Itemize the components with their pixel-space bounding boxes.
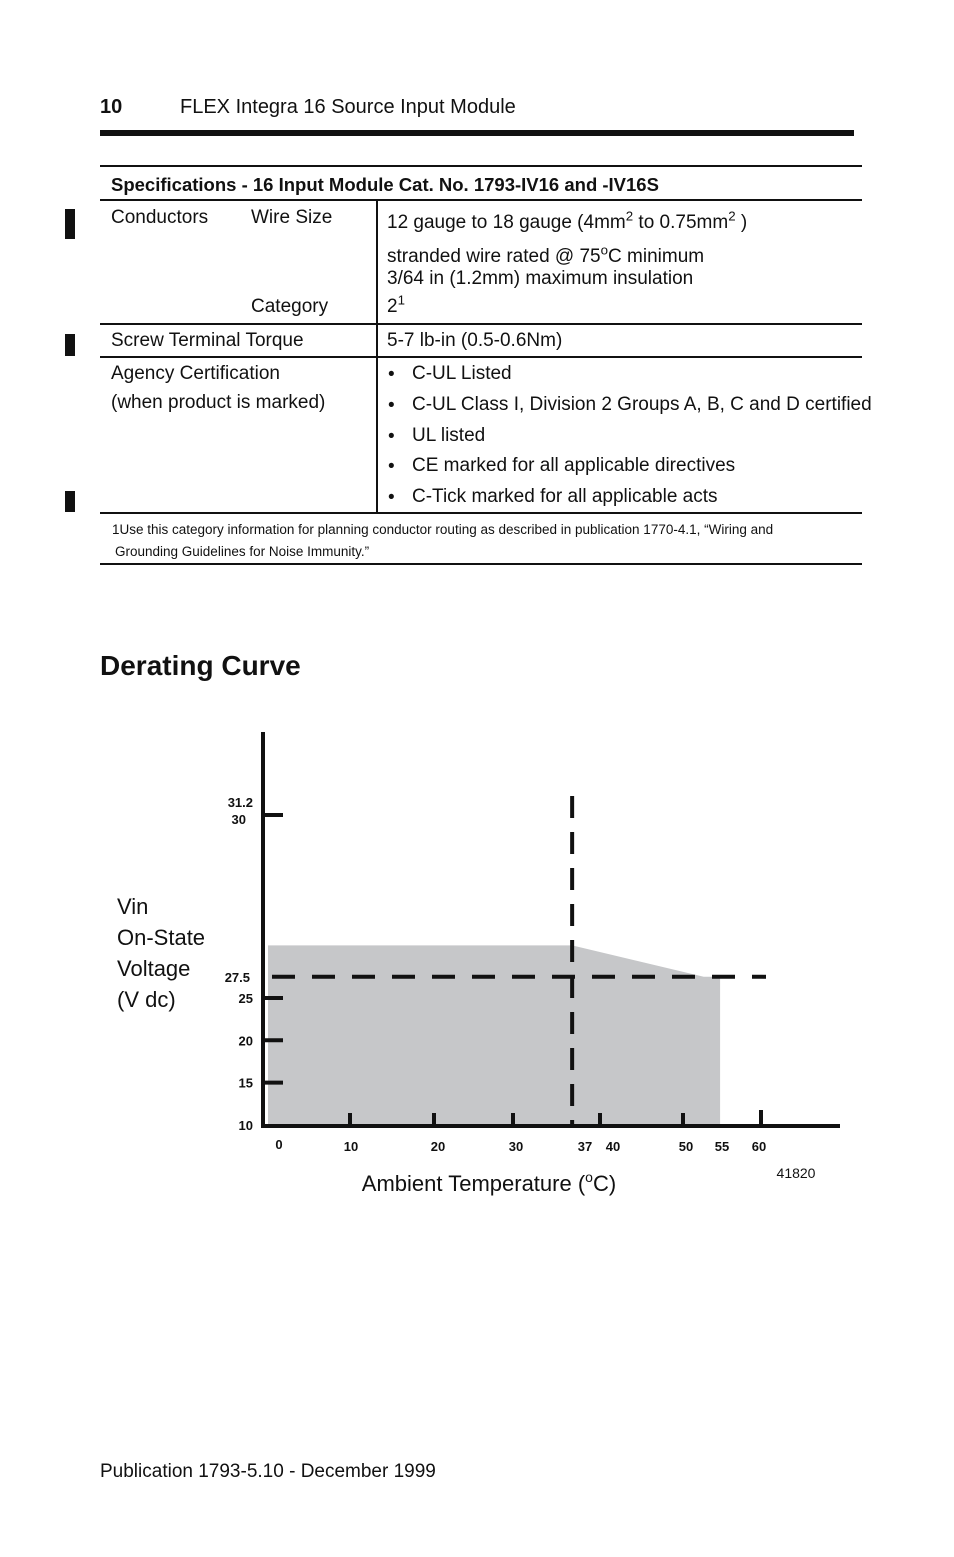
x-tick-label: 40 (605, 1139, 621, 1154)
agency-label: Agency Certification (111, 363, 280, 384)
agency-item: UL listed (412, 425, 486, 446)
wire-size-value: 12 gauge to 18 gauge ($4mm^2$ to $0.75mm^2$ ) (387, 208, 748, 233)
y-tick-label: 15 (238, 1075, 253, 1091)
x-tick-label: 30 (508, 1139, 524, 1154)
agency-sublabel: (when product is marked) (111, 392, 326, 413)
x-tick-label: 50 (678, 1139, 694, 1154)
table-rule (100, 323, 862, 325)
agency-item: C-UL Class I, Division 2 Groups A, B, C and D certified (412, 394, 872, 415)
x-tick-label: 0 (275, 1137, 283, 1152)
table-footnote: 1Use this category information for planning conductor routing as described in publication 1770-4.1, “Wiring and (112, 522, 774, 537)
conductors-label: Conductors (111, 207, 209, 228)
category-value: $2^1$ (387, 292, 405, 317)
table-footnote-cont: Grounding Guidelines for Noise Immunity.” (115, 544, 370, 559)
insulation-value: 3/64 in (1.2mm) maximum insulation (387, 268, 694, 289)
y-tick-label: 30 (231, 812, 246, 827)
bullet: • (388, 456, 395, 477)
change-bar (65, 209, 75, 239)
y-axis-label-line: (V dc) (117, 987, 176, 1012)
table-rule (100, 199, 862, 201)
y-tick-label: 20 (238, 1033, 253, 1049)
x-tick-label: 20 (430, 1139, 446, 1154)
y-tick-label: 10 (238, 1118, 253, 1133)
agency-item: CE marked for all applicable directives (412, 455, 736, 476)
bullet: • (388, 364, 395, 385)
table-rule (100, 512, 862, 514)
torque-value: 5-7 lb-in (0.5-0.6Nm) (387, 330, 563, 351)
stranded-wire-value: stranded wire rated @ 75$^o$C minimum (387, 242, 705, 267)
bullet: • (388, 426, 395, 447)
x-tick-label: 37 (577, 1139, 593, 1154)
running-header: FLEX Integra 16 Source Input Module (180, 96, 516, 118)
agency-item: C-Tick marked for all applicable acts (412, 486, 718, 507)
x-tick-label: 10 (343, 1139, 359, 1154)
header-rule (100, 130, 854, 136)
change-bar (65, 491, 75, 512)
torque-label: Screw Terminal Torque (111, 330, 304, 351)
y-tick-label: 25 (238, 990, 253, 1006)
table-rule (100, 563, 862, 565)
publication-footer: Publication 1793-5.10 - December 1999 (100, 1461, 436, 1482)
x-tick-label: 55 (714, 1139, 730, 1154)
section-title: Derating Curve (100, 650, 301, 681)
figure-id: 41820 (776, 1165, 816, 1181)
safe-operating-area (268, 945, 720, 1125)
table-rule (100, 356, 862, 358)
page-number: 10 (100, 96, 123, 118)
bullet: • (388, 395, 395, 416)
change-bar (65, 334, 75, 356)
x-tick-label: 60 (751, 1139, 767, 1154)
table-rule (100, 165, 862, 167)
y-axis-label-line: On-State (117, 925, 206, 950)
y-tick-label: 31.2 (227, 795, 253, 810)
category-label: Category (251, 296, 329, 317)
wire-size-label: Wire Size (251, 207, 333, 228)
derating-chart (0, 700, 954, 1220)
bullet: • (388, 487, 395, 508)
x-axis-label: Ambient Temperature ($^o$C) (361, 1169, 617, 1196)
table-title: Specifications - 16 Input Module Cat. No. 1793-IV16 and -IV16S (111, 174, 659, 195)
agency-item: C-UL Listed (412, 363, 512, 384)
y-axis-label-line: Vin (117, 894, 149, 919)
y-tick-label: 27.5 (224, 969, 250, 985)
y-axis-label-line: Voltage (117, 956, 191, 981)
